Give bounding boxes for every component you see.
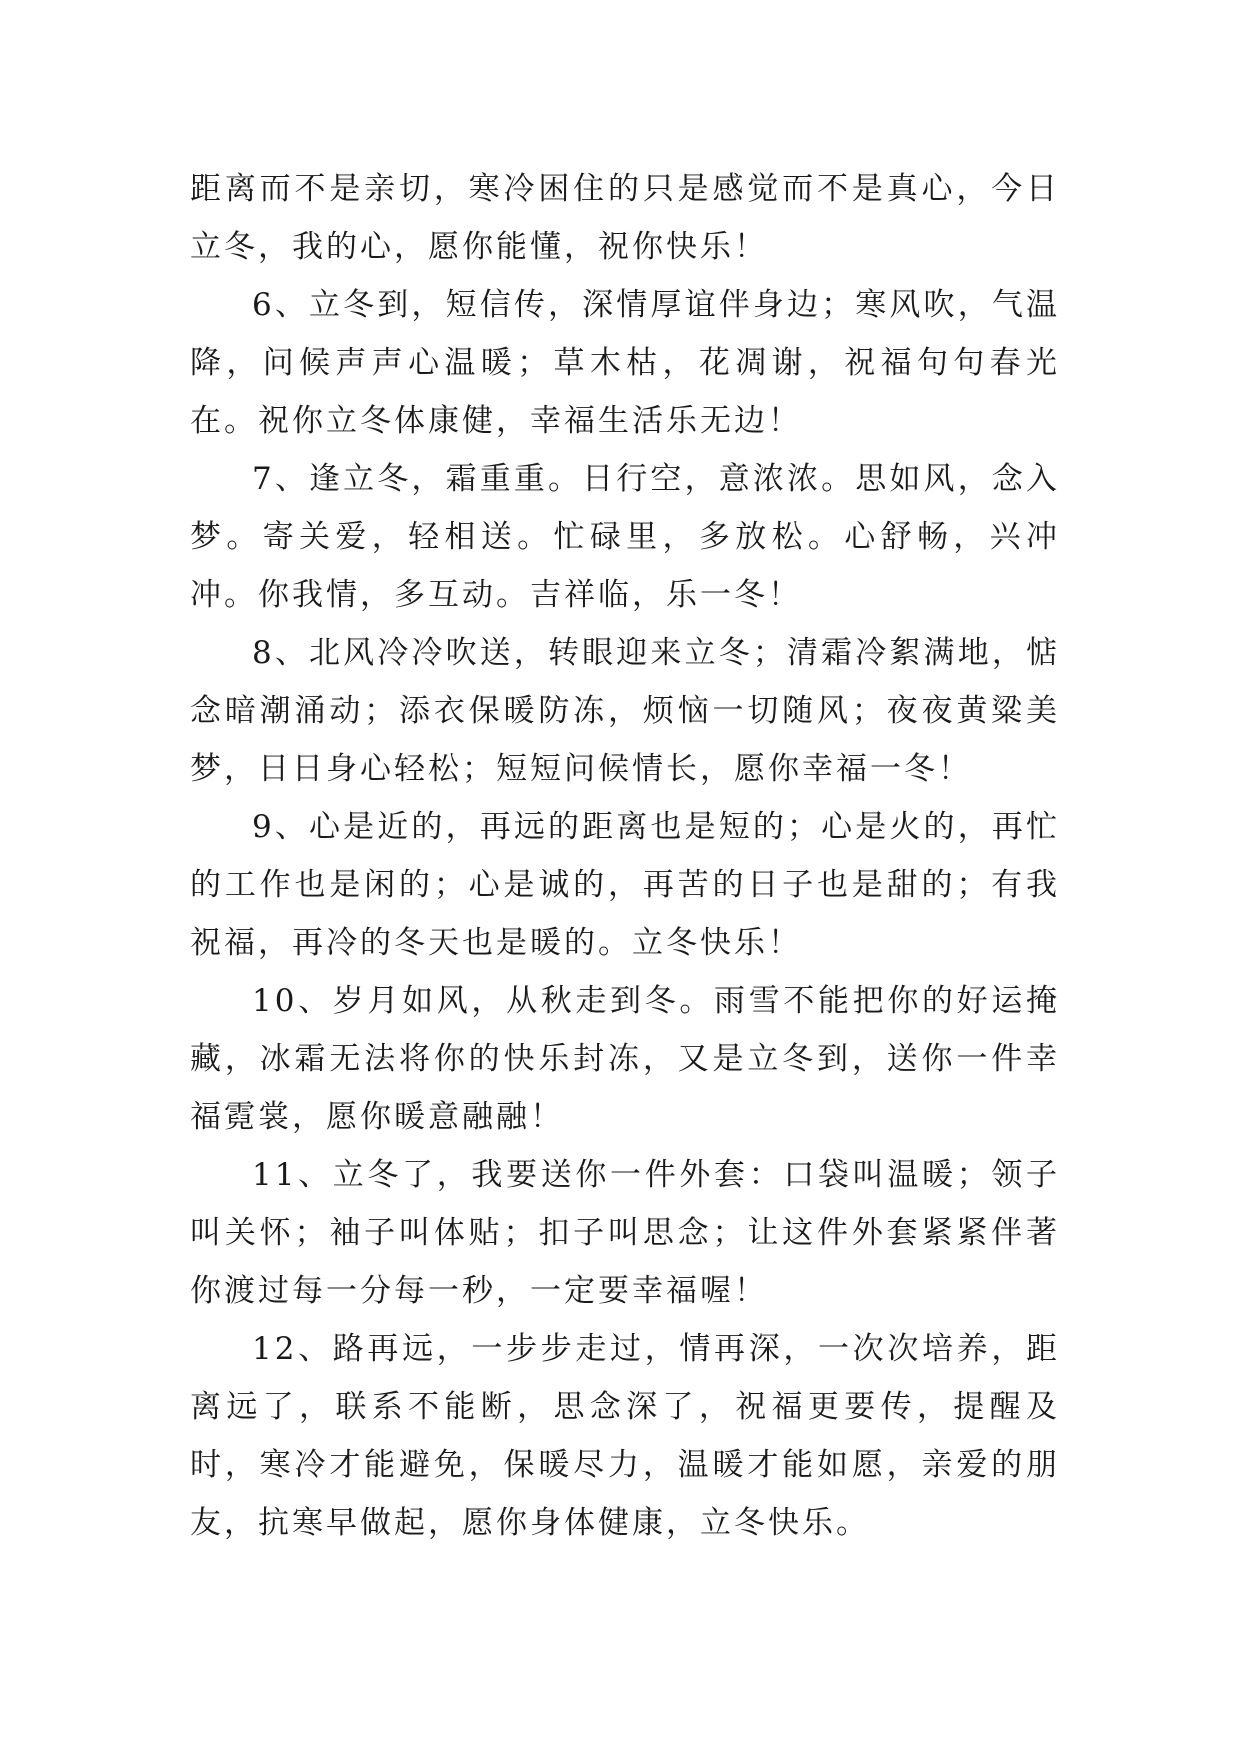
paragraph-item-10: 10、岁月如风，从秋走到冬。雨雪不能把你的好运掩藏，冰霜无法将你的快乐封冻，又是立冬到，送你一件幸福霓裳，愿你暖意融融！ [190, 983, 1060, 1135]
paragraph-item-12: 12、路再远，一步步走过，情再深，一次次培养，距离远了，联系不能断，思念深了，祝福更要传，提醒及时，寒冷才能避免，保暖尽力，温暖才能如愿，亲爱的朋友，抗寒早做起，愿你身体健康，立冬快乐。 [190, 1331, 1060, 1541]
paragraph-item-11: 11、立冬了，我要送你一件外套：口袋叫温暖；领子叫关怀；袖子叫体贴；扣子叫思念；让这件外套紧紧伴著你渡过每一分每一秒，一定要幸福喔！ [190, 1157, 1060, 1309]
paragraph-item-7: 7、逢立冬，霜重重。日行空，意浓浓。思如风，念入梦。寄关爱，轻相送。忙碌里，多放松。心舒畅，兴冲冲。你我情，多互动。吉祥临，乐一冬！ [190, 461, 1060, 613]
paragraph-item-9: 9、心是近的，再远的距离也是短的；心是火的，再忙的工作也是闲的；心是诚的，再苦的日子也是甜的；有我祝福，再冷的冬天也是暖的。立冬快乐！ [190, 809, 1060, 961]
body-text [190, 160, 1060, 1552]
paragraph-continuation: 距离而不是亲切，寒冷困住的只是感觉而不是真心，今日立冬，我的心，愿你能懂，祝你快乐！ [190, 171, 1060, 265]
paragraph-item-6: 6、立冬到，短信传，深情厚谊伴身边；寒风吹，气温降，问候声声心温暖；草木枯，花凋谢，祝福句句春光在。祝你立冬体康健，幸福生活乐无边！ [190, 287, 1060, 439]
paragraph-item-8: 8、北风冷冷吹送，转眼迎来立冬；清霜冷絮满地，惦念暗潮涌动；添衣保暖防冻，烦恼一切随风；夜夜黄粱美梦，日日身心轻松；短短问候情长，愿你幸福一冬！ [190, 635, 1060, 787]
